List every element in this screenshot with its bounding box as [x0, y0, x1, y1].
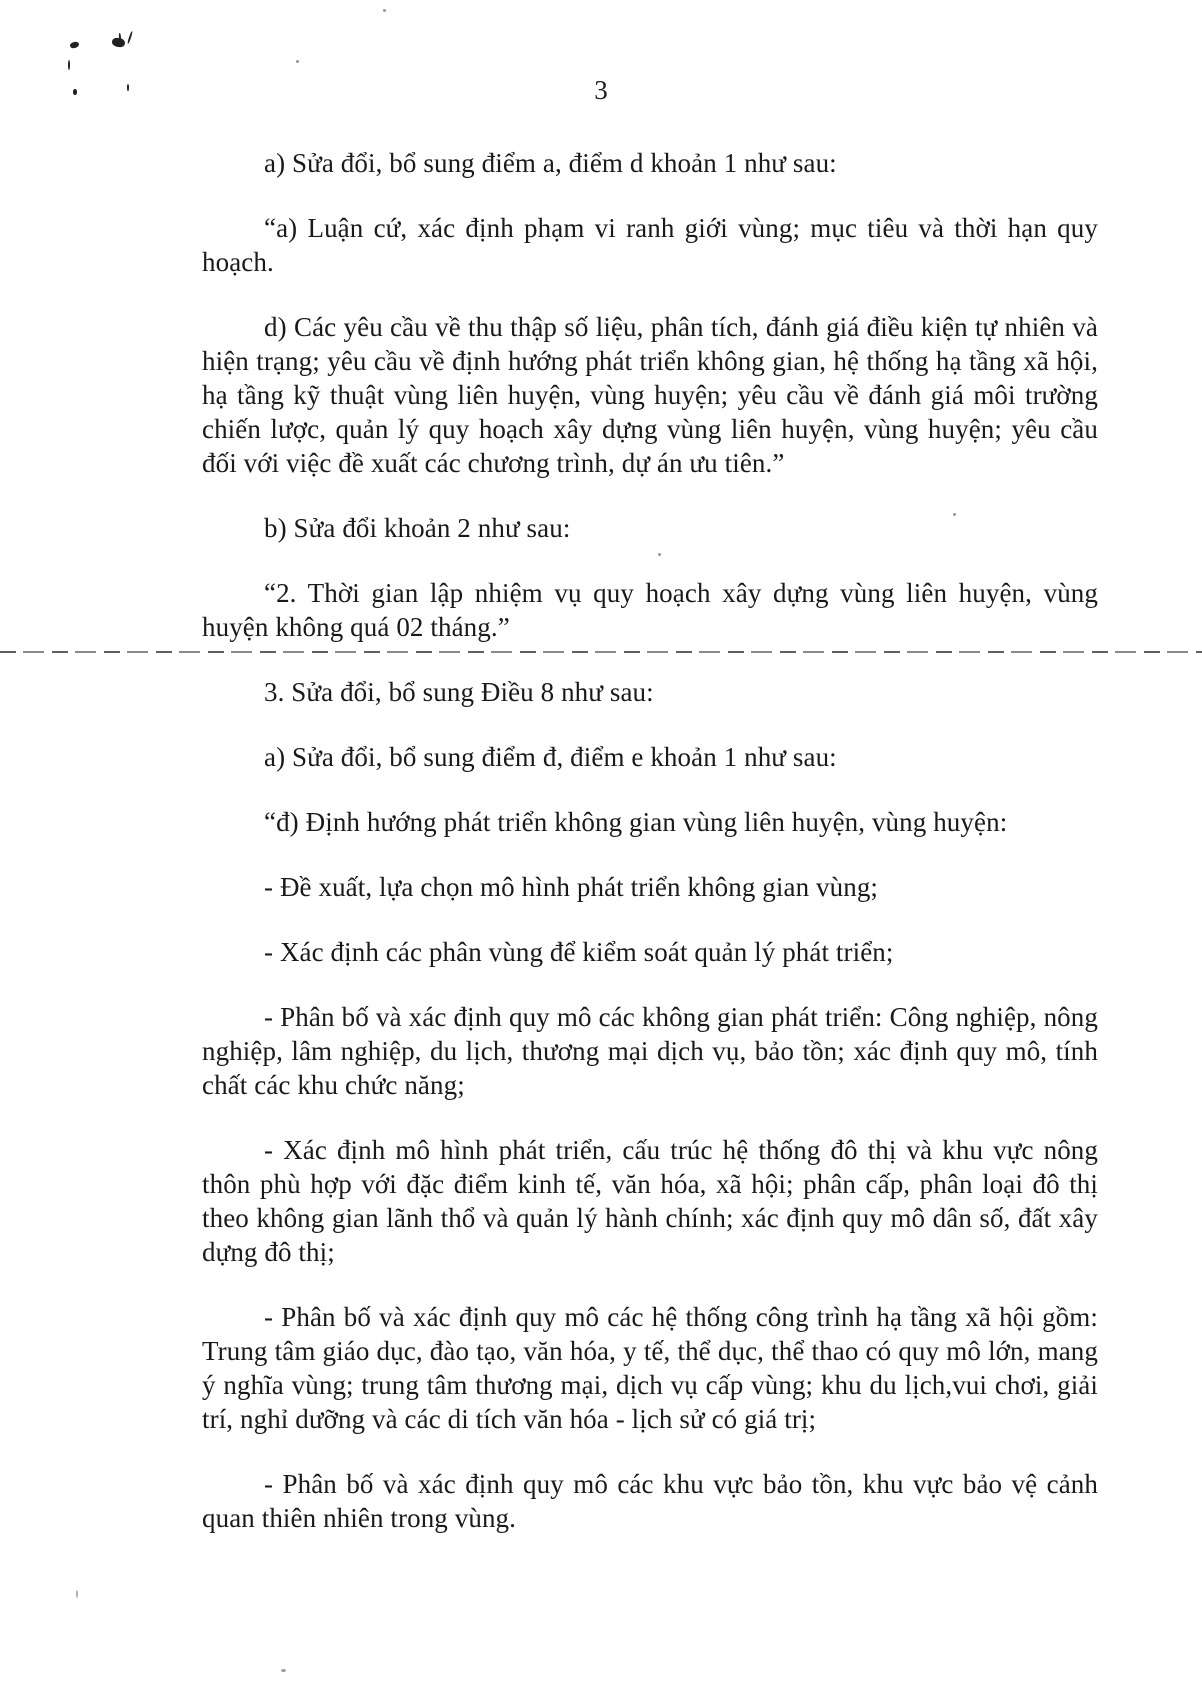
scan-speck — [76, 1590, 78, 1598]
paragraph-point-a-heading: a) Sửa đổi, bổ sung điểm a, điểm d khoản 1 như sau: — [264, 148, 837, 178]
ink-mark — [68, 60, 70, 70]
paragraph-quoted-clause-2: “2. Thời gian lập nhiệm vụ quy hoạch xây dựng vùng liên huyện, vùng huyện không quá 02 tháng.” — [202, 578, 1098, 642]
crease-line — [0, 650, 1202, 653]
paragraph-point-b-heading: b) Sửa đổi khoản 2 như sau: — [264, 513, 571, 543]
scan-speck — [281, 1669, 286, 1672]
paragraph-bullet-xac-dinh-phan-vung: - Xác định các phân vùng để kiểm soát quản lý phát triển; — [264, 937, 894, 967]
ink-mark — [119, 33, 122, 42]
paragraph-bullet-de-xuat: - Đề xuất, lựa chọn mô hình phát triển không gian vùng; — [264, 872, 879, 902]
paragraph-point-a2-heading: a) Sửa đổi, bổ sung điểm đ, điểm e khoản 1 như sau: — [264, 742, 837, 772]
paragraph-quoted-point-a: “a) Luận cứ, xác định phạm vi ranh giới vùng; mục tiêu và thời hạn quy hoạch. — [202, 213, 1098, 277]
paragraph-bullet-khu-bao-ton: - Phân bố và xác định quy mô các khu vực bảo tồn, khu vực bảo vệ cảnh quan thiên nhiên trong vùng. — [202, 1469, 1098, 1533]
paragraph-quoted-point-d: d) Các yêu cầu về thu thập số liệu, phân tích, đánh giá điều kiện tự nhiên và hiện trạng; yêu cầu về định hướng phát triển không gian, hệ thống hạ tầng xã hội, hạ tầng kỹ thuật vùng liên huyện, vùng huyện; yêu cầu về đánh giá môi trường chiến lược, quản lý quy hoạch xây dựng vùng liên huyện, vùng huyện; yêu cầu đối với việc đề xuất các chương trình, dự án ưu tiên.” — [202, 312, 1098, 478]
paragraph-section-3-heading: 3. Sửa đổi, bổ sung Điều 8 như sau: — [264, 677, 654, 707]
paragraph-quoted-point-dd: “đ) Định hướng phát triển không gian vùng liên huyện, vùng huyện: — [264, 807, 1008, 837]
ink-mark — [69, 41, 79, 49]
paragraph-bullet-phan-bo-khong-gian: - Phân bố và xác định quy mô các không gian phát triển: Công nghiệp, nông nghiệp, lâm nghiệp, du lịch, thương mại dịch vụ, bảo tồn; xác định quy mô, tính chất các khu chức năng; — [202, 1002, 1098, 1100]
ink-mark — [127, 31, 133, 44]
paragraph-bullet-ha-tang-xa-hoi: - Phân bố và xác định quy mô các hệ thống công trình hạ tầng xã hội gồm: Trung tâm giáo dục, đào tạo, văn hóa, y tế, thể dục, thể thao có quy mô lớn, mang ý nghĩa vùng; trung tâm thương mại, dịch vụ cấp vùng; khu du lịch,vui chơi, giải trí, nghỉ dưỡng và các di tích văn hóa - lịch sử có giá trị; — [202, 1302, 1098, 1434]
paragraph-bullet-mo-hinh-phat-trien: - Xác định mô hình phát triển, cấu trúc hệ thống đô thị và khu vực nông thôn phù hợp với đặc điểm kinh tế, văn hóa, xã hội; phân cấp, phân loại đô thị theo không gian lãnh thổ và quản lý hành chính; xác định quy mô dân số, đất xây dựng đô thị; — [202, 1135, 1098, 1267]
scan-speck — [296, 60, 299, 63]
scan-speck — [383, 9, 386, 12]
page-number: 3 — [594, 75, 608, 105]
document-body — [202, 146, 1098, 1566]
